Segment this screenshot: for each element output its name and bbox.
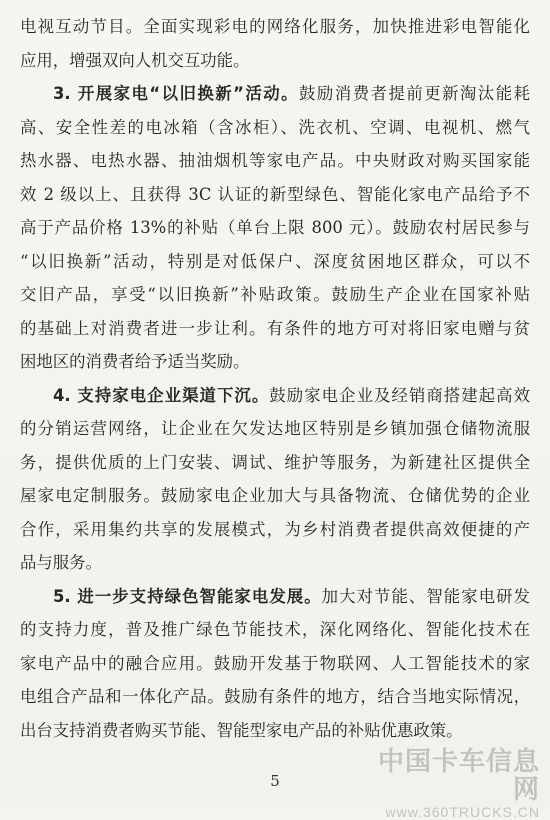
- paragraph-line: 高、安全性差的电冰箱（含冰柜）、洗衣机、空调、电视机、燃气: [20, 117, 530, 137]
- page-number: 5: [270, 772, 280, 790]
- paragraph-line: 应用，增强双向人机交互功能。: [20, 50, 250, 70]
- paragraph-line: 热水器、电热水器、抽油烟机等家电产品。中央财政对购买国家能: [20, 151, 530, 170]
- paragraph-line: 的分销运营网络，让企业在欠发达地区特别是乡镇加强仓储物流服: [20, 419, 530, 438]
- watermark: [360, 748, 540, 820]
- paragraph-line: 电组合产品和一体化产品。鼓励有条件的地方，结合当地实际情况，: [20, 687, 530, 706]
- paragraph-line: 鼓励家电企业及经销商搭建起高效: [269, 385, 530, 405]
- paragraph-line: 品与服务。: [20, 553, 102, 572]
- document-body: [20, 10, 530, 747]
- paragraph-line: 电视互动节目。全面实现彩电的网络化服务，加快推进彩电智能化: [20, 17, 530, 36]
- paragraph-line: 出台支持消费者购买节能、智能型家电产品的补贴优惠政策。: [20, 720, 463, 740]
- paragraph-line: 的支持力度，普及推广绿色节能技术，深化网络化、智能化技术在: [20, 620, 530, 639]
- paragraph-line: 效 2 级以上、且获得 3C 认证的新型绿色、智能化家电产品给予不: [20, 184, 530, 204]
- section-4-first-line: [20, 379, 530, 413]
- paragraph-line: “以旧换新”活动，特别是对低保户、深度贫困地区群众，可以不: [20, 251, 530, 271]
- paragraph-line: 交旧产品，享受“以旧换新”补贴政策。鼓励生产企业在国家补贴: [20, 285, 530, 304]
- paragraph-line: 加大对节能、智能家电研发: [321, 586, 530, 606]
- section-3-heading: 3. 开展家电“以旧换新”活动。: [53, 84, 300, 103]
- paragraph-line: 鼓励消费者提前更新淘汰能耗: [299, 84, 531, 103]
- paragraph-line: 高于产品价格 13%的补贴（单台上限 800 元）。鼓励农村居民参与: [20, 218, 530, 237]
- section-3-first-line: [20, 77, 530, 111]
- watermark-url: www.360TRUCKS.CN: [385, 804, 540, 820]
- paragraph-line: 困地区的消费者给予适当奖励。: [20, 352, 250, 371]
- section-5-first-line: [20, 580, 530, 614]
- paragraph-line: 屋家电定制服务。鼓励家电企业加大与具备物流、仓储优势的企业: [20, 486, 530, 505]
- section-5-heading: 5. 进一步支持绿色智能家电发展。: [53, 586, 322, 606]
- paragraph-line: 的基础上对消费者进一步让利。有条件的地方可对将旧家电赠与贫: [20, 318, 530, 338]
- paragraph-line: 家电产品中的融合应用。鼓励开发基于物联网、人工智能技术的家: [20, 653, 530, 673]
- section-4-heading: 4. 支持家电企业渠道下沉。: [53, 385, 270, 405]
- watermark-text: 中国卡车信息网: [377, 747, 540, 805]
- paragraph-line: 务，提供优质的上门安装、调试、维护等服务，为新建社区提供全: [20, 452, 530, 472]
- paragraph-line: 合作，采用集约共享的发展模式，为乡村消费者提供高效便捷的产: [20, 519, 530, 539]
